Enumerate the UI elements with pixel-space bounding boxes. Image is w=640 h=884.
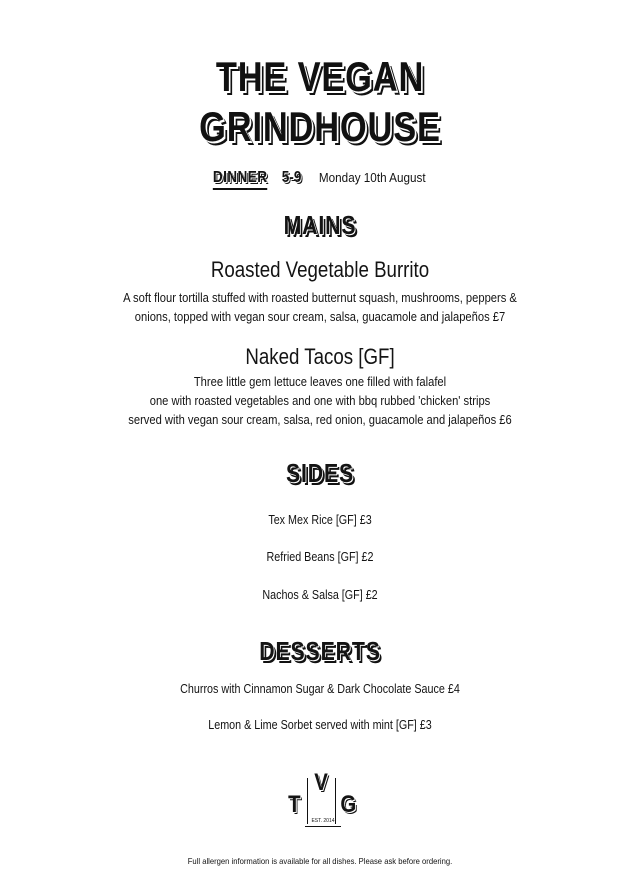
- restaurant-name-line1: THE VEGAN: [215, 53, 425, 100]
- dish-description-line: A soft flour tortilla stuffed with roasted butternut squash, mushrooms, peppers &: [123, 290, 517, 305]
- service-info: [0, 168, 640, 190]
- meal-label: DINNER: [213, 169, 268, 190]
- dish-description: [45, 288, 595, 326]
- restaurant-name-line2: GRINDHOUSE: [199, 103, 441, 150]
- side-item: Tex Mex Rice [GF] £3: [268, 513, 372, 527]
- dish-name: Naked Tacos [GF]: [245, 344, 395, 369]
- logo-letter-v: V: [314, 769, 328, 796]
- dish-description-line: onions, topped with vegan sour cream, salsa, guacamole and jalapeños £7: [134, 309, 506, 324]
- logo-letter-g: G: [340, 791, 357, 818]
- dessert-item: Churros with Cinnamon Sugar & Dark Chocolate Sauce £4: [180, 682, 460, 696]
- dish-description: [45, 372, 595, 429]
- dish-description-line: one with roasted vegetables and one with bbq rubbed 'chicken' strips: [149, 393, 491, 408]
- dish-description-line: Three little gem lettuce leaves one filled with falafel: [193, 374, 447, 389]
- side-item: Refried Beans [GF] £2: [266, 550, 374, 564]
- service-hours: 5-9: [282, 169, 302, 186]
- menu-date: Monday 10th August: [319, 170, 426, 185]
- dish-description-line: served with vegan sour cream, salsa, red onion, guacamole and jalapeños £6: [128, 412, 512, 427]
- side-item: Nachos & Salsa [GF] £2: [262, 588, 378, 602]
- dish-name: Roasted Vegetable Burrito: [210, 257, 430, 282]
- tvg-logo: [283, 770, 363, 832]
- logo-frame-bottom: [305, 826, 341, 827]
- section-heading-desserts: DESSERTS: [259, 636, 381, 666]
- logo-established: EST. 2014: [311, 818, 335, 824]
- section-heading-sides: SIDES: [285, 458, 355, 488]
- logo-letter-t: T: [288, 791, 301, 818]
- section-heading-mains: MAINS: [283, 210, 357, 240]
- allergen-notice: Full allergen information is available for all dishes. Please ask before ordering.: [187, 856, 453, 866]
- dessert-item: Lemon & Lime Sorbet served with mint [GF] £3: [208, 718, 432, 732]
